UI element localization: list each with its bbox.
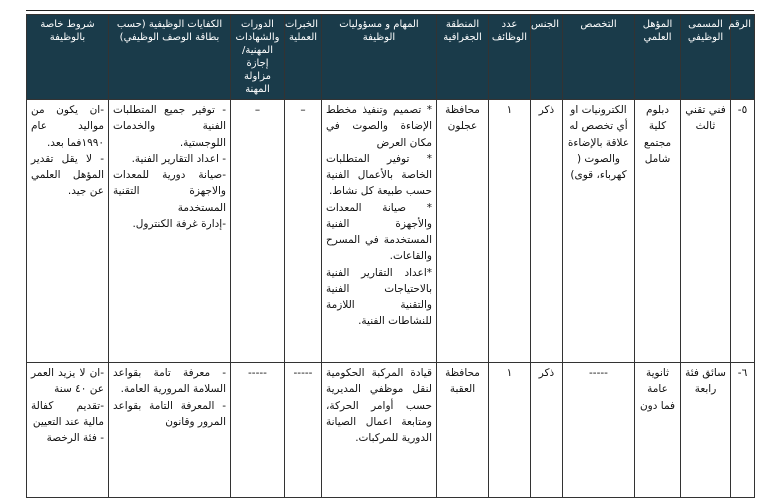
cell-specialization: ----- bbox=[563, 363, 635, 498]
page-top-border bbox=[0, 0, 780, 14]
header-title: المسمى الوظيفي bbox=[681, 15, 731, 100]
duty-item: * صيانة المعدات والأجهزة الفنية المستخدمة في المسرح والقاعات. bbox=[326, 201, 432, 263]
competency-item: -صيانة دورية للمعدات والاجهزة التقنية المستخدمة bbox=[113, 169, 226, 214]
header-region: المنطقة الجغرافية bbox=[437, 15, 489, 100]
condition-item: -ان لا يزيد العمر عن ٤٠ سنة bbox=[31, 367, 104, 396]
cell-gender: ذكر bbox=[531, 100, 563, 363]
cell-title: فني تقني ثالث bbox=[681, 100, 731, 363]
competency-item: -إدارة غرفة الكنترول. bbox=[132, 217, 226, 230]
cell-experience: – bbox=[285, 100, 322, 363]
cell-title: سائق فئة رابعة bbox=[681, 363, 731, 498]
duty-item: *اعداد التقارير الفنية بالاحتياجات الفنية والتقنية اللازمة للنشاطات الفنية. bbox=[326, 266, 432, 328]
cell-qualification: دبلوم كلية مجتمع شامل bbox=[635, 100, 681, 363]
cell-courses: ----- bbox=[231, 363, 285, 498]
condition-item: -تقديم كفالة مالية عند التعيين bbox=[31, 399, 104, 428]
header-conditions: شروط خاصة بالوظيفة bbox=[27, 15, 109, 100]
cell-competencies bbox=[109, 363, 231, 498]
cell-no: ٦- bbox=[731, 363, 755, 498]
cell-specialization: الكترونيات او أي تخصص له علاقة بالإضاءة والصوت ( كهرباء، قوى) bbox=[563, 100, 635, 363]
cell-qualification: ثانوية عامة فما دون bbox=[635, 363, 681, 498]
header-specialization: التخصص bbox=[563, 15, 635, 100]
cell-region: محافظة عجلون bbox=[437, 100, 489, 363]
cell-courses: – bbox=[231, 100, 285, 363]
duty-item: قيادة المركبة الحكومية لنقل موظفي المديرية حسب أوامر الحركة، ومتابعة اعمال الصيانة الدورية للمركبات. bbox=[326, 367, 432, 445]
header-no: الرقم bbox=[731, 15, 755, 100]
condition-item: - فئة الرخصة bbox=[46, 432, 104, 445]
table-header-row bbox=[27, 15, 755, 100]
job-vacancies-table bbox=[26, 14, 755, 498]
cell-duties bbox=[322, 363, 437, 498]
header-qualification: المؤهل العلمي bbox=[635, 15, 681, 100]
competency-item: - اعداد التقارير الفنية. bbox=[131, 152, 226, 165]
header-competencies: الكفايات الوظيفية (حسب بطاقة الوصف الوظيفي) bbox=[109, 15, 231, 100]
duty-item: * توفير المتطلبات الخاصة بالأعمال الفنية حسب طبيعة كل نشاط. bbox=[326, 152, 432, 198]
header-courses: الدورات والشهادات المهنية/إجازة مزاولة المهنة bbox=[231, 15, 285, 100]
header-gender: الجنس bbox=[531, 15, 563, 100]
cell-conditions bbox=[27, 100, 109, 363]
table-row bbox=[27, 100, 755, 363]
cell-duties bbox=[322, 100, 437, 363]
cell-competencies bbox=[109, 100, 231, 363]
cell-count: ١ bbox=[489, 100, 531, 363]
condition-item: -ان يكون من مواليد عام ١٩٩٠فما بعد. bbox=[31, 104, 104, 149]
header-experience: الخبرات العملية bbox=[285, 15, 322, 100]
competency-item: - المعرفة التامة بقواعد المرور وقانون bbox=[113, 399, 226, 428]
cell-experience: ----- bbox=[285, 363, 322, 498]
header-duties: المهام و مسؤوليات الوظيفة bbox=[322, 15, 437, 100]
table-row bbox=[27, 363, 755, 498]
cell-gender: ذكر bbox=[531, 363, 563, 498]
cell-conditions bbox=[27, 363, 109, 498]
cell-count: ١ bbox=[489, 363, 531, 498]
competency-item: - توفير جميع المتطلبات الفنية والخدمات اللوجستية. bbox=[113, 104, 226, 149]
condition-item: - لا يقل تقدير المؤهل العلمي عن جيد. bbox=[31, 152, 104, 198]
header-count: عدد الوظائف bbox=[489, 15, 531, 100]
competency-item: - معرفة تامة بقواعد السلامة المرورية العامة. bbox=[113, 367, 226, 396]
cell-region: محافظة العقبة bbox=[437, 363, 489, 498]
cell-no: ٥- bbox=[731, 100, 755, 363]
duty-item: * تصميم وتنفيذ مخطط الإضاءة والصوت في مكان العرض bbox=[326, 104, 432, 149]
